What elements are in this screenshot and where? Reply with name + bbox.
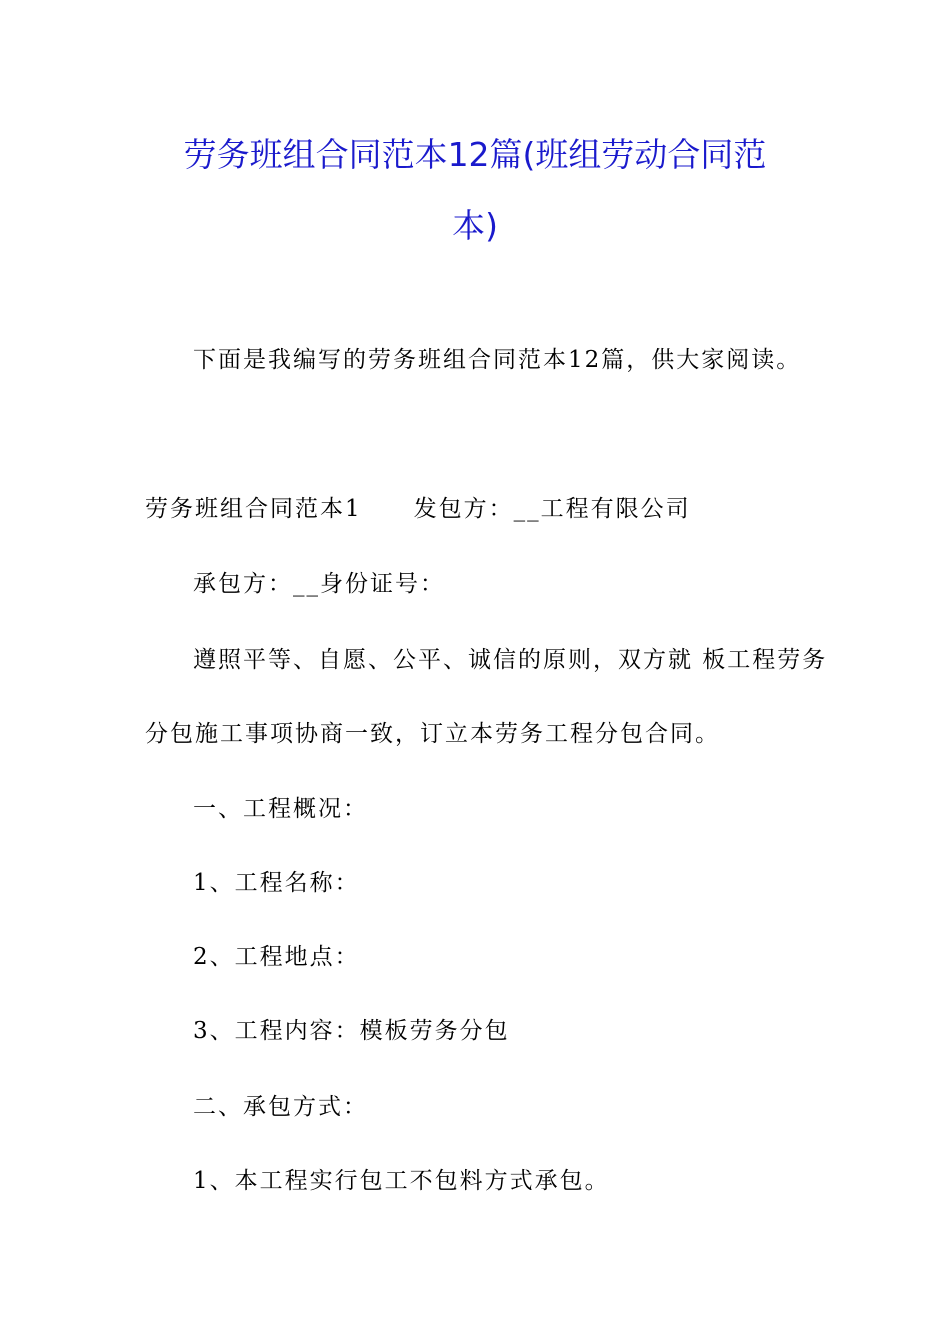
document-title-line-2: 本)	[452, 206, 498, 245]
party-a-line: 发包方：__工程有限公司	[413, 496, 691, 522]
intro-paragraph: 下面是我编写的劳务班组合同范本12篇，供大家阅读。	[193, 347, 802, 373]
contract-mode-item-1: 1、本工程实行包工不包料方式承包。	[193, 1168, 610, 1194]
party-b-line: 承包方：__身份证号：	[193, 571, 445, 597]
section-heading: 劳务班组合同范本1	[145, 496, 362, 522]
project-name-item: 1、工程名称：	[193, 870, 360, 896]
contract-heading-row	[145, 494, 691, 524]
document-title-line-1: 劳务班组合同范本12篇(班组劳动合同范	[183, 135, 767, 174]
project-content-item: 3、工程内容：模板劳务分包	[193, 1018, 510, 1044]
project-location-item: 2、工程地点：	[193, 944, 360, 970]
paragraph-1-line-2: 分包施工事项协商一致，订立本劳务工程分包合同。	[145, 721, 720, 747]
section-contract-mode-heading: 二、承包方式：	[193, 1094, 368, 1120]
paragraph-1-line-1: 遵照平等、自愿、公平、诚信的原则，双方就 板工程劳务	[193, 647, 828, 673]
section-overview-heading: 一、工程概况：	[193, 796, 368, 822]
